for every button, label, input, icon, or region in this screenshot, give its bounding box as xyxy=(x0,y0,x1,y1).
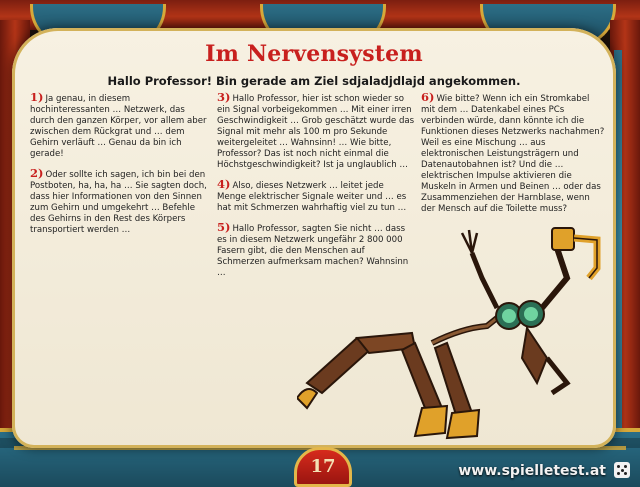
watermark: www.spielletest.at xyxy=(458,463,606,479)
text-item-2: 2) Oder sollte ich sagen, ich bin bei den Postboten, ha, ha, ha … Sie sagten doch, dass hier Informationen von den Sinnen zum Gehirn und umgekehrt … Befehle des Gehirns in den Rest des Körpers transportiert werden … xyxy=(30,166,207,235)
text-item-4: 4) Also, dieses Netzwerk … leitet jede Menge elektrischer Signale weiter und … es hat mit Schmerzen wahrhaftig viel zu tun … xyxy=(217,177,407,213)
page-number: 17 xyxy=(294,447,352,487)
text-item-6: 6) Wie bitte? Wenn ich ein Stromkabel mit dem … Datenkabel eines PCs verbinden würde, dann könnte ich die Funktionen dieses Netzwerks nachahmen? Weil es eine Mischung … aus elektronischen Leistungsträgern und Datenautobahnen ist? Und die … elektrischen Impulse aktivieren die Muskeln in Armen und Beinen … oder das Zusammenziehen der Harnblase, wenn der Mensch auf die Toilette muss? xyxy=(421,90,605,214)
text-item-1: 1) Ja genau, in diesem hochinteressanten … Netzwerk, das durch den ganzen Körper, vor allem aber zwischen dem Rückgrat und … dem Gehirn verläuft … Genau da bin ich gerade! xyxy=(30,90,207,159)
dice-icon xyxy=(614,462,630,478)
page-subtitle: Hallo Professor! Bin gerade am Ziel sdjaladjdlajd angekommen. xyxy=(107,74,521,88)
text-column-1 xyxy=(30,92,210,244)
text-item-3: 3) Hallo Professor, hier ist schon wieder so ein Signal vorbeigekommen … Mit einer irren Geschwindigkeit … Grob geschätzt wurde das Signal mit mehr als 100 m pro Sekunde weitergeleitet … Wahnsinn! … Wie bitte, Professor? Das ist noch nicht einmal die Höchstgeschwindigkeit? Ist ja unglaublich … xyxy=(217,90,415,170)
content-panel xyxy=(12,28,616,448)
text-item-5: 5) Hallo Professor, sagten Sie nicht … dass es in diesem Netzwerk ungefähr 2 800 000 Fasern gibt, die den Menschen auf Schmerzen aufmerksam machen? Wahnsinn … xyxy=(217,220,409,278)
text-column-3 xyxy=(421,92,605,223)
robot-illustration xyxy=(297,208,607,453)
frame-top xyxy=(0,0,640,30)
page-title: Im Nervensystem xyxy=(205,41,423,67)
